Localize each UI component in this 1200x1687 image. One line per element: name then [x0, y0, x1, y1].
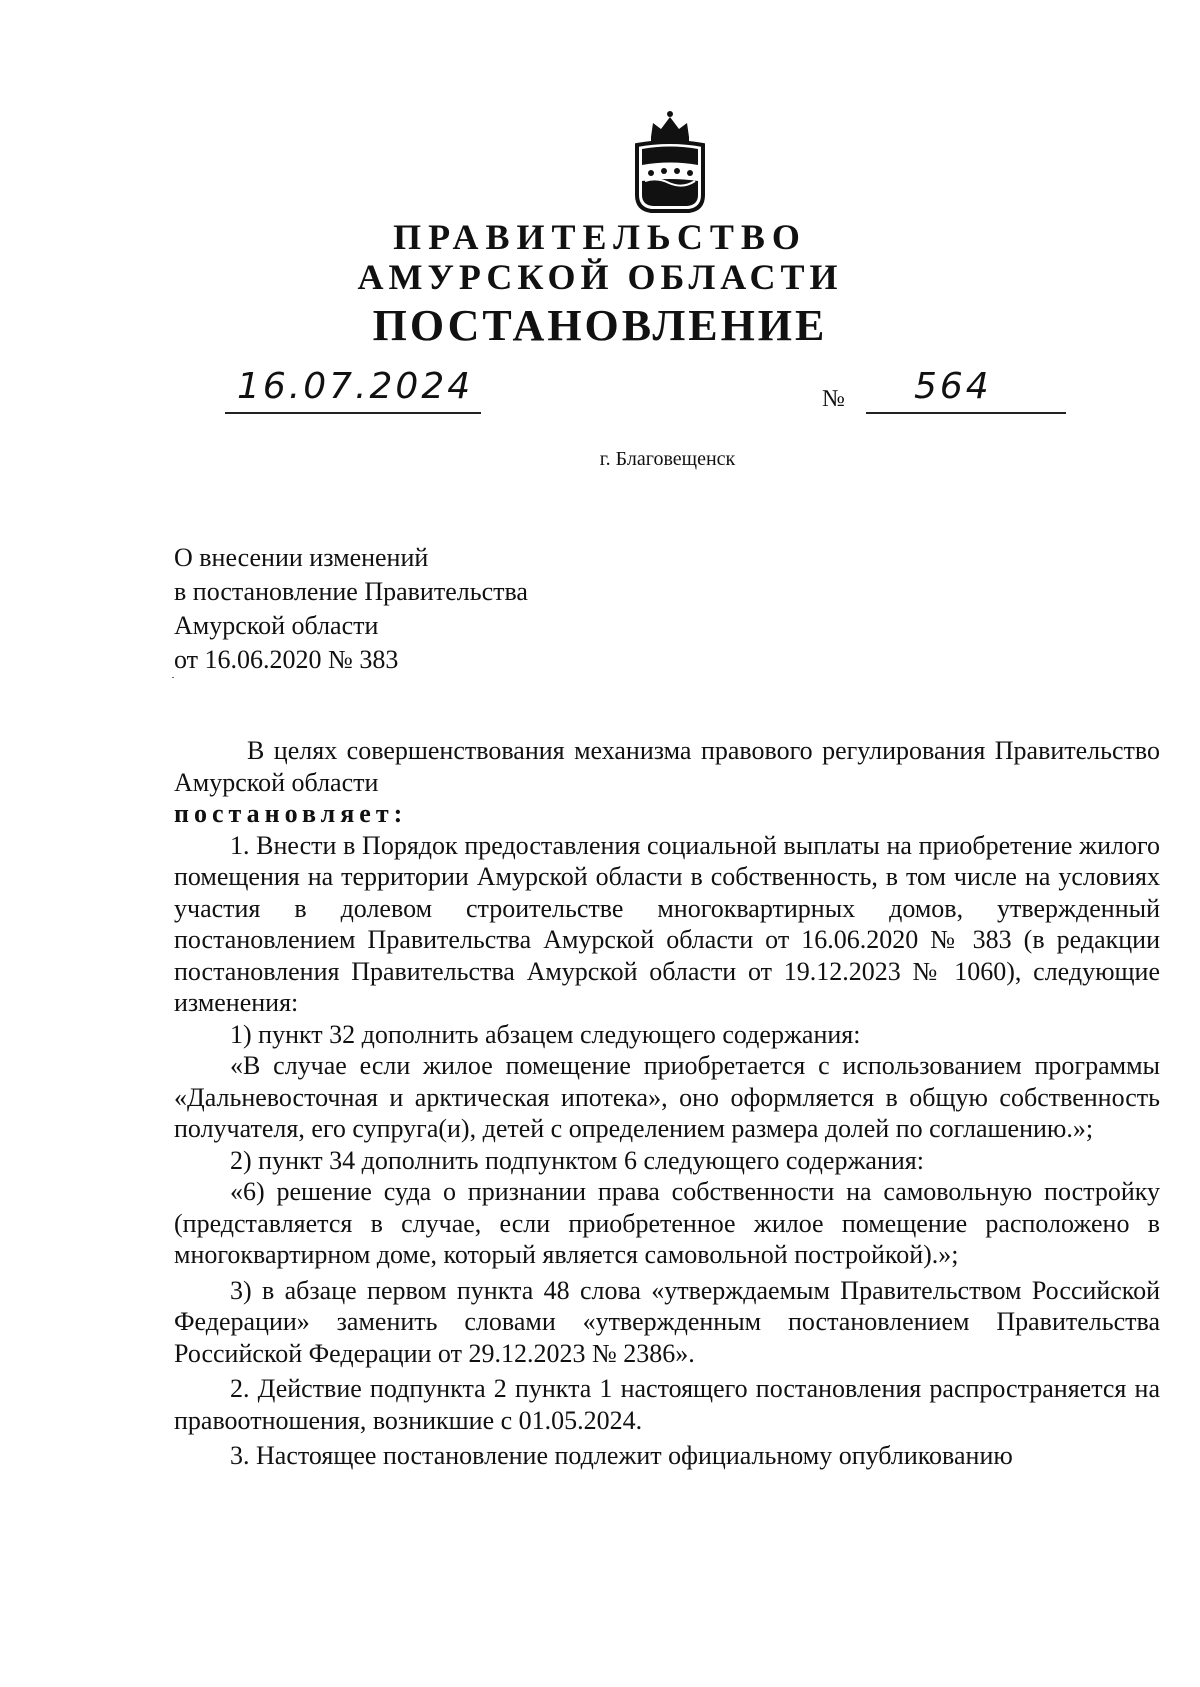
subject-line: в постановление Правительства	[174, 577, 528, 606]
date-underline	[225, 412, 481, 414]
subitem-2-text: «6) решение суда о признании права собственности на самовольную постройку (представляется в случае, если приобретенное жилое помещение расположено в многоквартирном доме, который является самовольной постройкой).»;	[174, 1177, 1160, 1269]
subitem-2-paragraph: 2) пункт 34 дополнить подпунктом 6 следующего содержания:	[230, 1145, 924, 1175]
subitem-1-paragraph: 1) пункт 32 дополнить абзацем следующего содержания:	[230, 1019, 861, 1049]
document-type-title: ПОСТАНОВЛЕНИЕ	[372, 301, 828, 350]
number-underline	[866, 412, 1066, 414]
subject-line: от 16.06.2020 № 383	[174, 645, 399, 674]
margin-mark	[172, 677, 174, 678]
subject-line: О внесении изменений	[174, 543, 429, 572]
item-1-paragraph: 1. Внести в Порядок предоставления социальной выплаты на приобретение жилого помещения на территории Амурской области в собственность, в том числе на условиях участия в долевом строительстве многоквартирных домов, утвержденный постановлением Правительства Амурской области от 16.06.2020 № 383 (в редакции постановления Правительства Амурской области от 19.12.2023 № 1060), следующие изменения:	[174, 830, 1160, 1017]
subitem-3-paragraph: 3) в абзаце первом пункта 48 слова «утверждаемым Правительством Российской Федерации» заменить словами «утвержденным постановлением Правительства Российской Федерации от 29.12.2023 № 2386».	[174, 1275, 1160, 1368]
header-government: ПРАВИТЕЛЬСТВО	[393, 217, 807, 257]
item-3-paragraph: 3. Настоящее постановление подлежит официальному опубликованию	[230, 1441, 1013, 1470]
item-2-paragraph: 2. Действие подпункта 2 пункта 1 настоящего постановления распространяется на правоотношения, возникшие с 01.05.2024.	[174, 1374, 1160, 1435]
intro-paragraph: В целях совершенствования механизма правового регулирования Правительство Амурской области	[174, 736, 1160, 797]
handwritten-date: 16.07.2024	[237, 366, 474, 407]
city-name: г. Благовещенск	[599, 448, 736, 470]
handwritten-number: 564	[914, 366, 992, 407]
number-sign: №	[822, 386, 845, 412]
coat-of-arms-icon	[629, 107, 711, 217]
header-region: АМУРСКОЙ ОБЛАСТИ	[357, 257, 843, 297]
decree-word: постановляет:	[174, 799, 408, 828]
document-body	[174, 735, 1160, 1472]
subitem-1-text: «В случае если жилое помещение приобретается с использованием программы «Дальневосточная и арктическая ипотека», оно оформляется в общую собственность получателя, его супруга(и), детей с определением размера долей по соглашению.»;	[174, 1051, 1160, 1143]
subject-line: Амурской области	[174, 611, 379, 640]
document-subject	[174, 541, 528, 677]
